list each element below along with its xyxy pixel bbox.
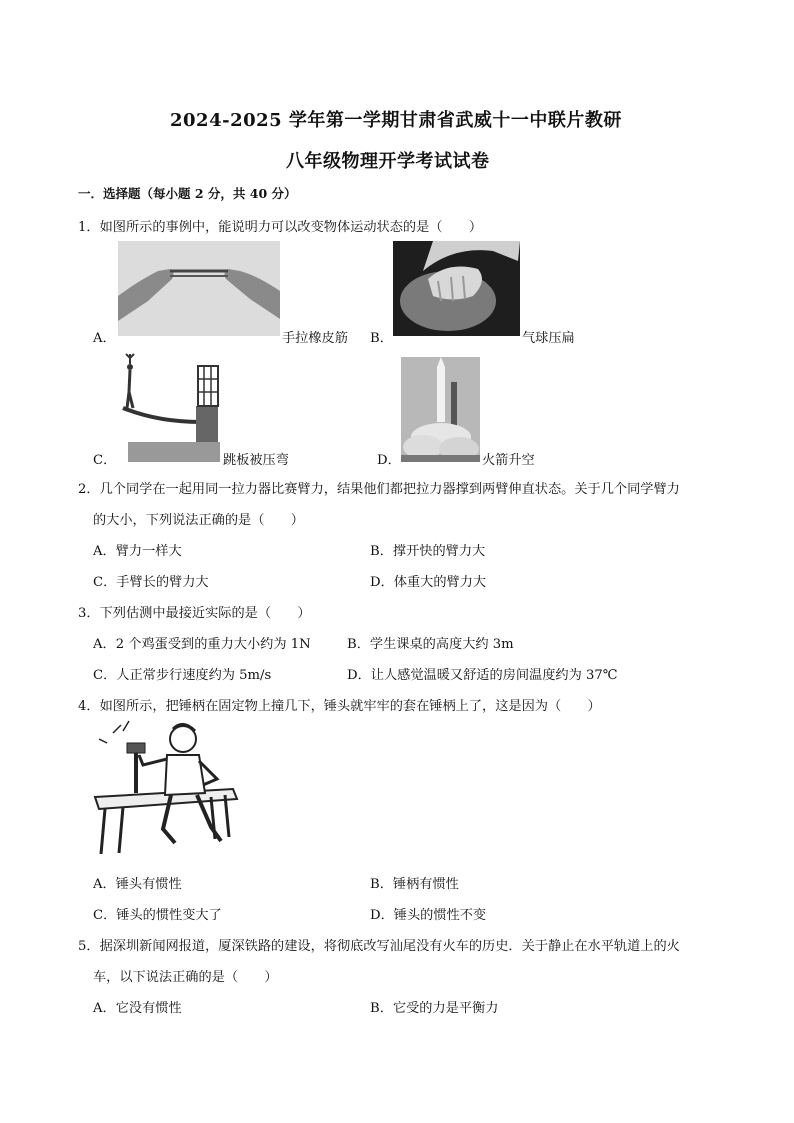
q1-option-d-caption: 火箭升空	[482, 453, 535, 468]
q2-option-c: C．手臂长的臂力大	[93, 575, 209, 590]
hammer-boy-image	[93, 719, 240, 857]
q1-option-c-label: C．	[93, 453, 117, 468]
q4-option-d: D．锤头的惯性不变	[370, 908, 487, 923]
q3-stem: 3．下列估测中最接近实际的是（ ）	[78, 606, 311, 621]
q5-stem-line1: 5．据深圳新闻网报道，厦深铁路的建设，将彻底改写汕尾没有火车的历史．关于静止在水平轨道上的火	[78, 939, 680, 954]
q3-option-a: A．2 个鸡蛋受到的重力大小约为 1N	[93, 637, 311, 652]
q2-stem-line2: 的大小，下列说法正确的是（ ）	[93, 513, 304, 528]
q1-stem: 1．如图所示的事例中，能说明力可以改变物体运动状态的是（ ）	[78, 220, 483, 235]
q4-stem: 4．如图所示，把锤柄在固定物上撞几下，锤头就牢牢的套在锤柄上了，这是因为（ ）	[78, 699, 601, 714]
q2-option-b: B．撑开快的臂力大	[370, 544, 486, 559]
q1-option-d-label: D．	[377, 453, 401, 468]
rocket-launch-image	[401, 357, 480, 462]
q2-option-a: A．臂力一样大	[93, 544, 182, 559]
section-heading: 一．选择题（每小题 2 分，共 40 分）	[78, 186, 297, 201]
page-title-line1: 2024-2025 学年第一学期甘肃省武威十一中联片教研	[170, 110, 622, 131]
q4-option-c: C．锤头的惯性变大了	[93, 908, 222, 923]
balloon-press-image	[393, 241, 520, 336]
q4-option-b: B．锤柄有惯性	[370, 877, 459, 892]
q2-stem-line1: 2．几个同学在一起用同一拉力器比赛臂力，结果他们都把拉力器撑到两臂伸直状态。关于几个同学臂力	[78, 482, 680, 497]
q1-option-a-label: A．	[93, 331, 116, 346]
q1-option-c-caption: 跳板被压弯	[223, 453, 289, 468]
q3-option-c: C．人正常步行速度约为 5m/s	[93, 668, 272, 683]
q4-option-a: A．锤头有惯性	[93, 877, 182, 892]
q1-option-b-label: B．	[370, 331, 393, 346]
page-title-line2: 八年级物理开学考试试卷	[286, 151, 490, 172]
q1-option-a-caption: 手拉橡皮筋	[282, 331, 348, 346]
diving-board-image	[118, 350, 220, 462]
q3-option-d: D．让人感觉温暖又舒适的房间温度约为 37℃	[347, 668, 618, 683]
q5-option-a: A．它没有惯性	[93, 1001, 182, 1016]
q1-option-b-caption: 气球压扁	[522, 331, 575, 346]
q5-stem-line2: 车，以下说法正确的是（ ）	[93, 970, 278, 985]
q2-option-d: D．体重大的臂力大	[370, 575, 487, 590]
q3-option-b: B．学生课桌的高度大约 3m	[347, 637, 514, 652]
rubber-band-image	[118, 241, 280, 336]
q5-option-b: B．它受的力是平衡力	[370, 1001, 499, 1016]
